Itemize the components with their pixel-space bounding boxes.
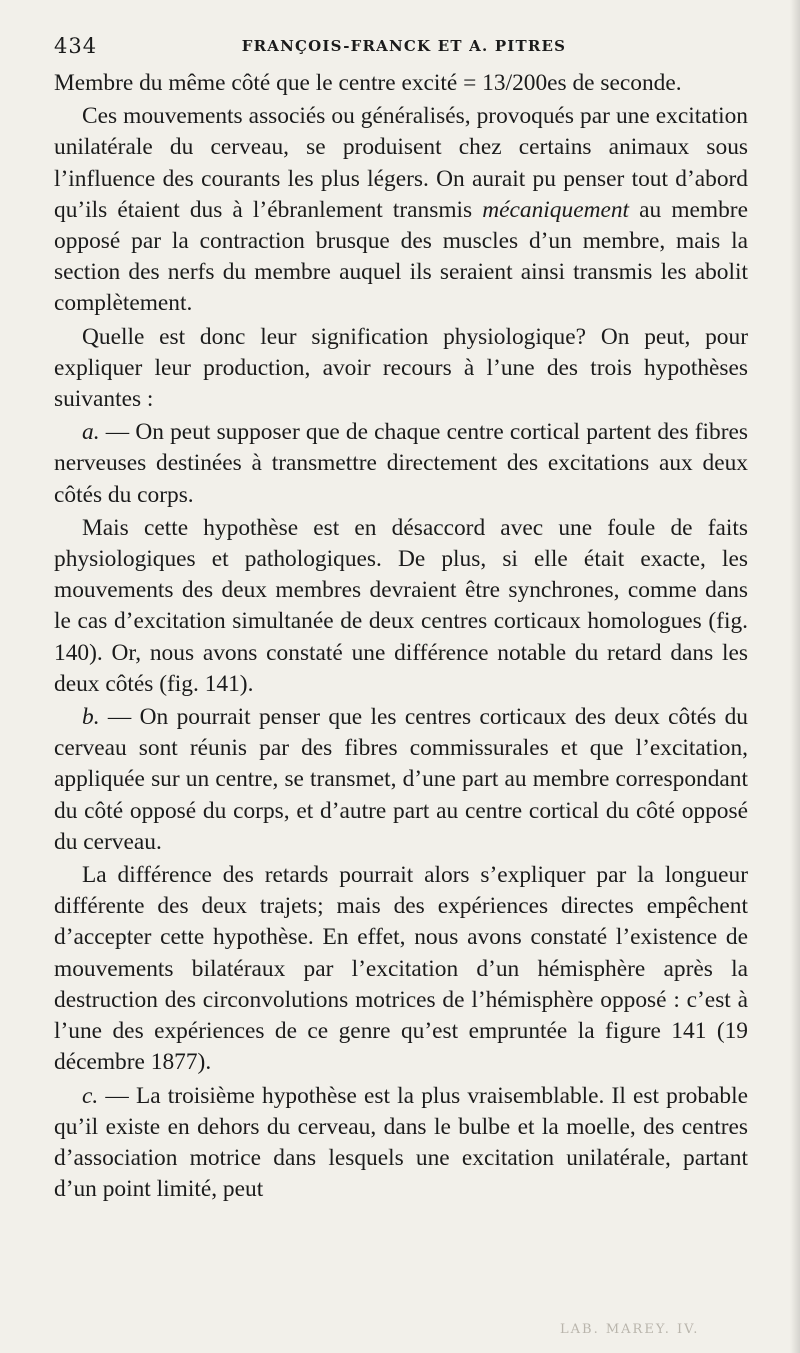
italic-text: c.	[82, 1082, 99, 1109]
running-head: FRANÇOIS-FRANCK ET A. PITRES	[241, 37, 567, 55]
paragraph	[54, 101, 748, 319]
text-run: Membre du même côté que le centre excité = 13/200es de seconde.	[54, 70, 682, 96]
page-edge-shadow	[790, 0, 800, 1353]
text-run: — On pourrait penser que les centres corticaux des deux côtés du cerveau sont réunis par des fibres commissurales et que l’excitation, appliquée sur un centre, se transmet, d’une part au membre correspondant du côté opposé du corps, et d’autre part au centre cortical du côté opposé du cerveau.	[54, 704, 748, 855]
paragraph	[54, 1081, 748, 1206]
paragraph	[54, 322, 748, 416]
text-run: — On peut supposer que de chaque centre cortical partent des fibres nerveuses destinées à transmettre directement des excitations aux deux côtés du corps.	[54, 419, 748, 508]
italic-text: a.	[82, 419, 100, 446]
page-header	[54, 34, 754, 58]
text-run: — La troisième hypothèse est la plus vraisemblable. Il est probable qu’il existe en dehors du cerveau, dans le bulbe et la moelle, des centres d’association motrice dans lesquels une excitation unilatérale, partant d’un point limité, peut	[54, 1082, 748, 1203]
text-run: Ces mouvements associés ou généralisés, provoqués par une excitation unilatérale du cerveau, se produisent chez certains animaux sous l’influence des courants les plus légers. On aurait pu penser tout d’abord qu’ils étaient dus à l’ébranlement transmis	[54, 103, 748, 223]
italic-text: mécaniquement	[482, 196, 630, 223]
paragraph	[54, 417, 748, 511]
page-number: 434	[54, 34, 98, 58]
paragraph	[54, 860, 748, 1078]
paragraph	[54, 702, 748, 858]
text-run: La différence des retards pourrait alors s’expliquer par la longueur différente des deux trajets; mais des expériences directes empêchent d’accepter cette hypothèse. En effet, nous avons constaté l’existence de mouvements bilatéraux par l’excitation d’un hémisphère après la destruction des circonvolutions motrices de l’hémisphère opposé : c’est à l’une des expériences de ce genre qu’est empruntée la figure 141 (19 décembre 1877).	[54, 862, 748, 1076]
paragraph	[54, 513, 748, 700]
body-text	[54, 68, 748, 1205]
text-run: Mais cette hypothèse est en désaccord avec une foule de faits physiologiques et pathologiques. De plus, si elle était exacte, les mouvements des deux membres devraient être synchrones, comme dans le cas d’excitation simultanée de deux centres corticaux homologues (fig. 140). Or, nous avons constaté une différence notable du retard dans les deux côtés (fig. 141).	[54, 514, 748, 697]
text-run: Quelle est donc leur signification physiologique? On peut, pour expliquer leur production, avoir recours à l’une des trois hypothèses suivantes :	[54, 323, 748, 413]
text-run: au membre opposé par la contraction brusque des muscles d’un membre, mais la section des nerfs du membre auquel ils seraient ainsi transmis les abolit complètement.	[54, 196, 748, 317]
paragraph	[54, 68, 748, 99]
footer-mark: LAB. MAREY. IV.	[560, 1322, 700, 1337]
italic-text: b.	[82, 704, 100, 731]
